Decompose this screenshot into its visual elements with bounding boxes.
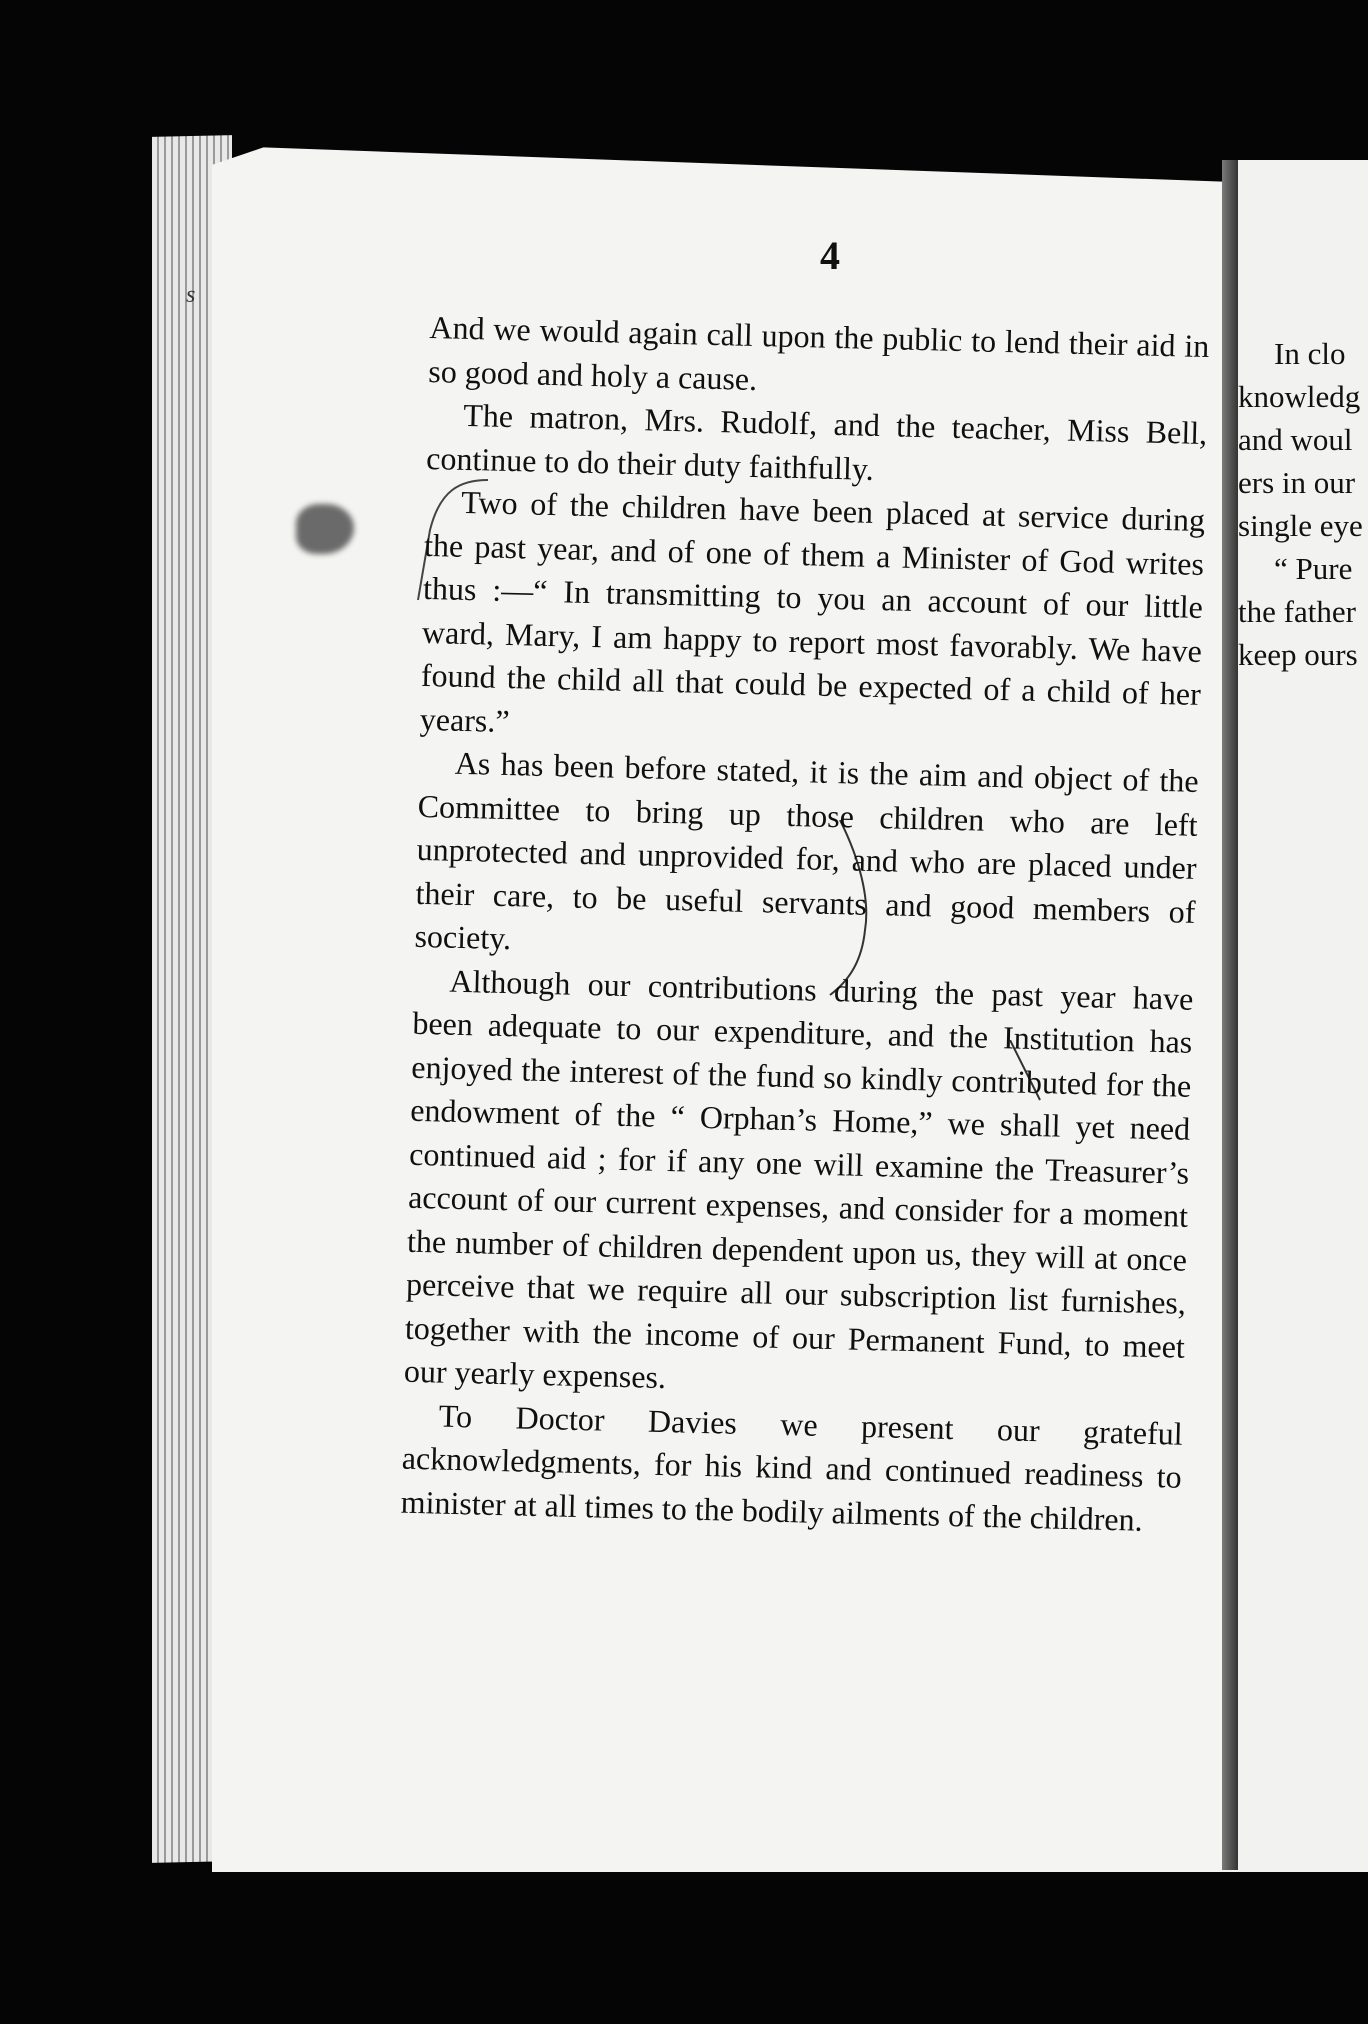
facing-line: keep ours xyxy=(1238,637,1358,672)
paragraph: To Doctor Davies we present our grateful acknowledgments, for his kind and continued readiness to minister at all times to the bodily ailments of the children. xyxy=(400,1397,1184,1538)
margin-mark: s xyxy=(186,282,196,308)
paragraph: Although our contributions during the past year have been adequate to our expenditure, and the Institution has enjoyed the interest of the fund so kindly contributed for the endowment of the “ Orphan’s Home,” we shall yet need continued aid ; for if any one will examine the Treasurer’s account of our current expenses, and consider for a moment the number of children dependent upon us, they will at once perceive that we require all our subscription list furnishes, together with the income of our Permanent Fund, to meet our yearly expenses. xyxy=(403,962,1194,1396)
facing-line: ers in our xyxy=(1238,465,1356,500)
paragraph: The matron, Mrs. Rudolf, and the teacher, Miss Bell, continue to do their duty faithfully. xyxy=(425,396,1208,487)
page-number: 4 xyxy=(820,233,840,278)
paragraph: Two of the children have been placed at service during the past year, and of one of them a Minister of God writes thus :—“ In transmitting to you an account of our little ward, Mary, I am happy to report most favorably. We have found the child all that could be expected of a child of her years.” xyxy=(419,483,1206,739)
facing-line: In clo xyxy=(1274,336,1346,371)
facing-line: the father xyxy=(1238,594,1356,629)
facing-page-text xyxy=(1238,332,1368,676)
paragraph: And we would again call upon the public to lend their aid in so good and holy a cause. xyxy=(427,308,1210,397)
paragraph: As has been before stated, it is the aim and object of the Committee to bring up those children who are left unprotected and unprovided for, and who are placed under their care, to be useful servants and good members of society. xyxy=(414,744,1200,957)
facing-line: and woul xyxy=(1238,422,1353,457)
facing-line: knowledg xyxy=(1238,379,1361,414)
facing-line: “ Pure xyxy=(1274,551,1353,586)
facing-line: single eye xyxy=(1238,508,1363,543)
page-body xyxy=(400,306,1210,1543)
